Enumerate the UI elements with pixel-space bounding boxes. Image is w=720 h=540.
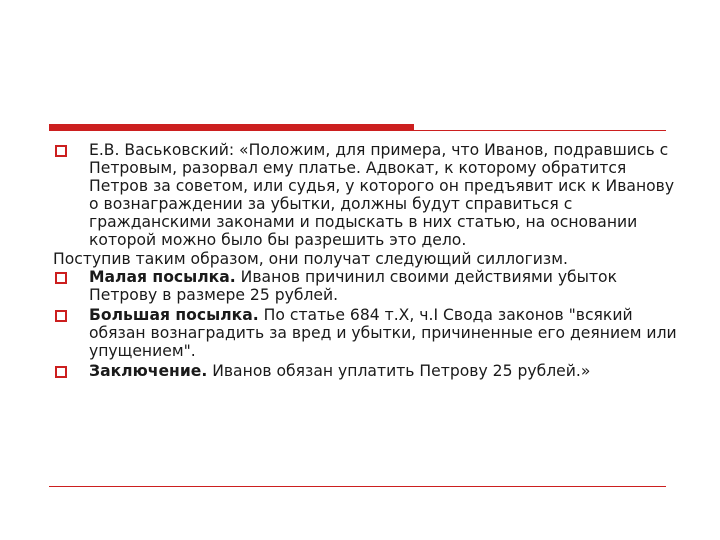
major-premise-paragraph <box>53 306 683 360</box>
conclusion-label: Заключение. <box>89 362 208 380</box>
conclusion-text: Иванов обязан уплатить Петрову 25 рублей.» <box>207 362 591 380</box>
conclusion-paragraph <box>53 362 683 380</box>
square-bullet-icon <box>55 366 67 378</box>
major-premise-label: Большая посылка. <box>89 306 259 324</box>
square-bullet-icon <box>55 145 67 157</box>
minor-premise-label: Малая посылка. <box>89 268 236 286</box>
minor-premise-text: Иванов причинил своими действиями убыток Петрову в размере 25 рублей. <box>89 268 618 304</box>
top-divider <box>49 130 666 131</box>
square-bullet-icon <box>55 272 67 284</box>
transition-paragraph <box>53 250 683 268</box>
slide-body <box>53 141 683 380</box>
quote-paragraph <box>53 141 683 249</box>
bottom-divider <box>49 486 666 487</box>
square-bullet-icon <box>55 310 67 322</box>
major-premise-text: По статье 684 т.Х, ч.I Свода законов "всякий обязан вознаградить за вред и убытки, причиненные его деянием или упущением". <box>89 306 677 360</box>
minor-premise-paragraph <box>53 268 683 304</box>
transition-text: Поступив таким образом, они получат следующий силлогизм. <box>53 250 568 268</box>
quote-text: Е.В. Васьковский: «Положим, для примера, что Иванов, подравшись с Петровым, разорвал ему платье. Адвокат, к которому обратится Петров за советом, или судья, у которого он предъявит иск к Иванову о вознаграждении за убытки, должны будут справиться с гражданскими законами и подыскать в них статью, на основании которой можно было бы разрешить это дело. <box>89 141 675 249</box>
